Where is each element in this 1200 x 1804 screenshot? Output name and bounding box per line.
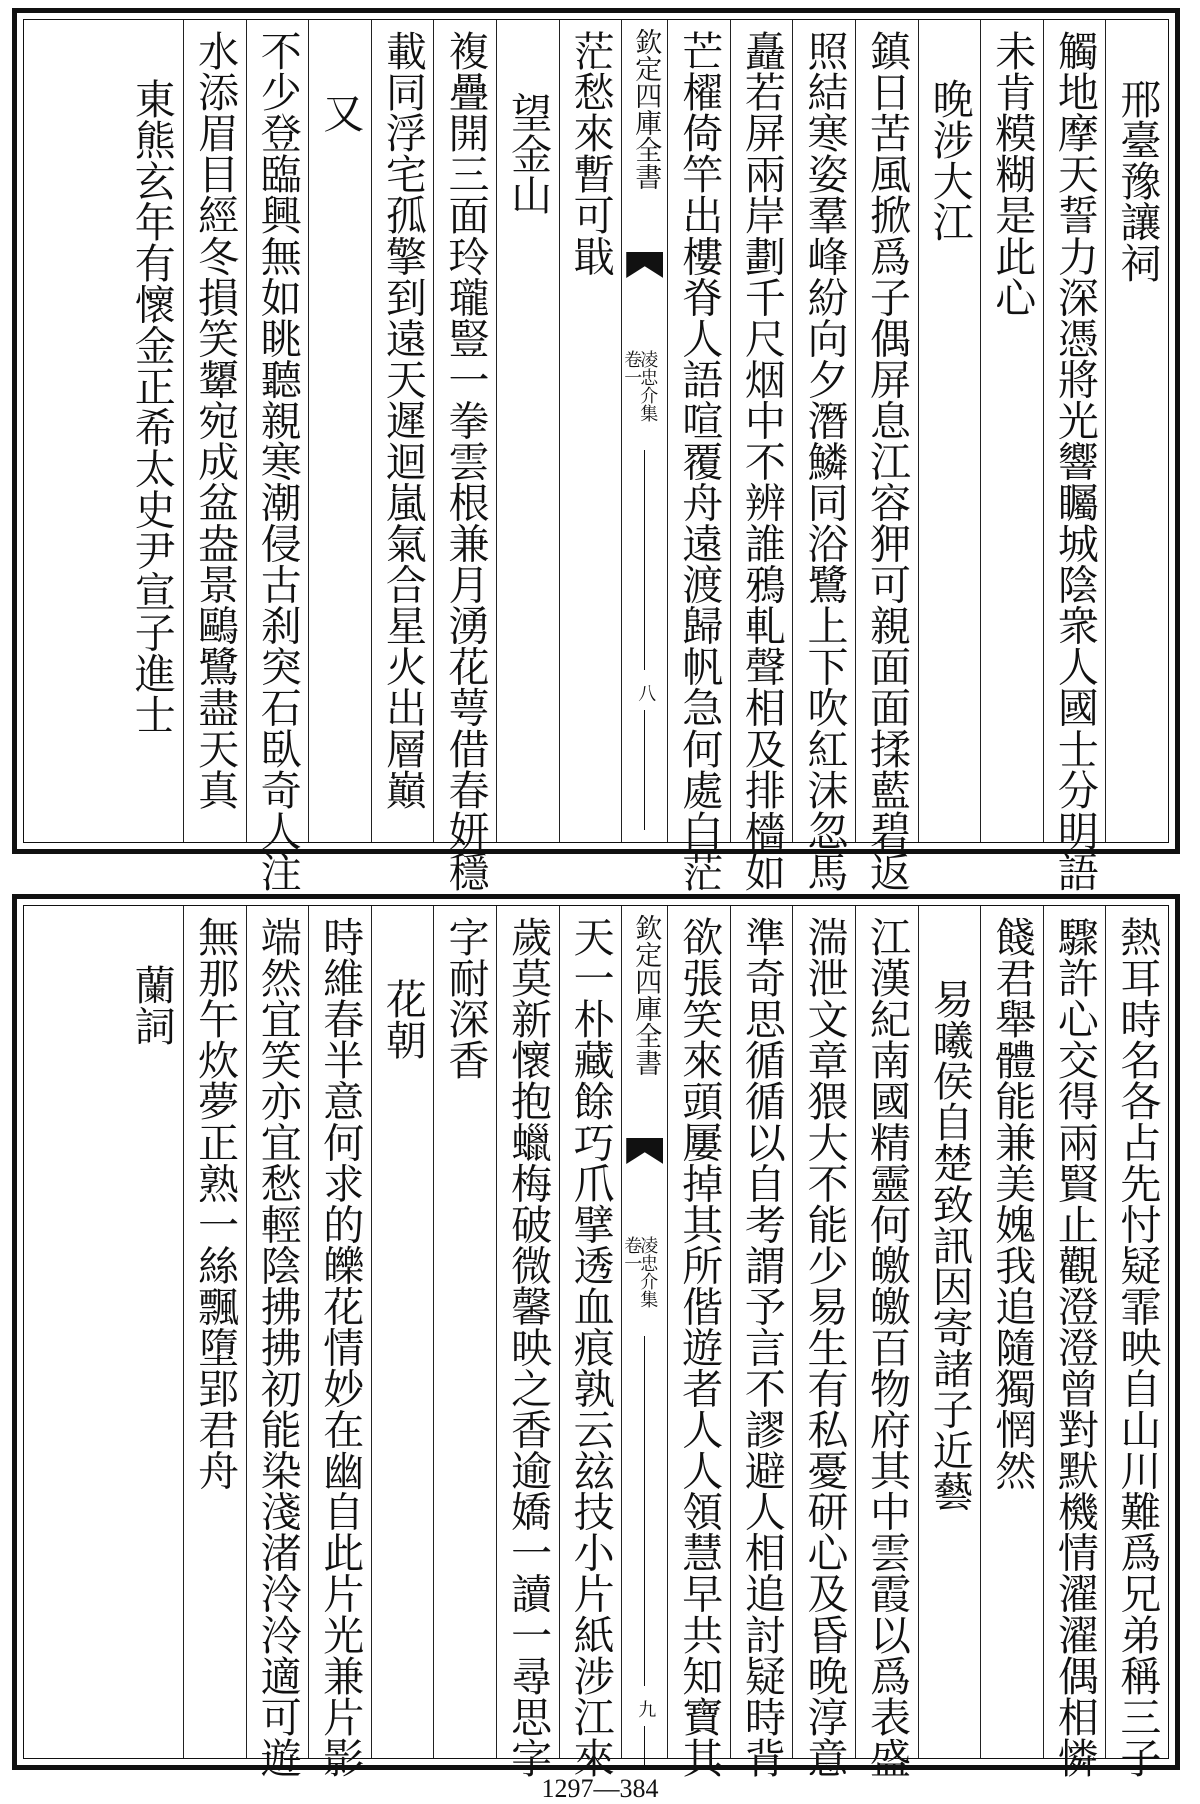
column-text: 江漢紀南國精靈何皦皦百物府其中雲霞以爲表盛 (863, 916, 912, 1778)
text-column (496, 906, 559, 1778)
text-column (1043, 20, 1106, 892)
gutter-line (644, 710, 645, 830)
text-column (246, 20, 309, 892)
page-number: 八 (638, 684, 657, 705)
fish-tail-mark (626, 252, 663, 278)
column-text: 照結寒姿羣峰紛向夕潛鱗同浴鷺上下吹紅沫忽馬 (800, 30, 849, 892)
column-text: 時維春半意何求的皪花情妙在幽自此片光兼片影 (316, 916, 365, 1778)
text-column (371, 20, 434, 842)
page-code: 1297—384 (541, 1774, 659, 1803)
text-column (371, 906, 434, 1758)
column-text: 不少登臨興無如眺聽親寒潮侵古刹突石臥奇人注 (253, 30, 302, 892)
text-column (559, 20, 622, 842)
top-page (12, 8, 1180, 892)
column-text: 載同浮宅孤擎到遠天遲迴嵐氣合星火出層巔 (378, 30, 427, 810)
column-text: 矗若屏兩岸劃千尺烟中不辨誰鴉軋聲相及排檣如 (737, 30, 786, 892)
text-column (121, 20, 184, 842)
gutter-line (644, 1336, 645, 1686)
text-column (433, 20, 496, 892)
juan-label: 卷一 (621, 350, 643, 386)
column-text: 水添眉目經冬損笑顰宛成盆盎景鷗鷺盡天真 (191, 30, 240, 810)
juan-label: 卷一 (621, 1236, 643, 1272)
column-text: 花朝 (378, 978, 427, 1061)
column-text: 邢臺豫讓祠 (1113, 78, 1162, 284)
text-column (980, 906, 1043, 1758)
gutter-line (644, 450, 645, 670)
text-column (1105, 906, 1168, 1778)
column-text: 芒櫂倚竿出樓脊人語喧覆舟遠渡歸帆急何處白茫 (675, 30, 724, 892)
text-column (730, 20, 793, 892)
text-column (433, 906, 496, 1758)
column-text: 欲張笑來頭屢掉其所偕遊者人人領慧早共知寶其 (675, 916, 724, 1778)
text-column (308, 906, 371, 1778)
book-title: 凌忠介集 (637, 1236, 659, 1308)
column-text: 天一朴藏餘巧爪擘透血痕孰云玆技小片紙涉江來 (566, 916, 615, 1778)
library-title: 欽定四庫全書 (630, 914, 662, 1076)
column-text: 東熊玄年有懷金正希太史尹宣子進士 (127, 78, 176, 735)
text-column (855, 906, 918, 1778)
text-column (308, 20, 371, 842)
text-column (246, 906, 309, 1778)
text-column (183, 906, 246, 1758)
text-column (980, 20, 1043, 842)
text-column (183, 20, 246, 842)
top-page-frame (23, 19, 1169, 892)
column-text: 晚涉大江 (925, 78, 974, 243)
column-text: 鎮日苦風掀爲子偶屏息江容狎可親面面揉藍碧返 (863, 30, 912, 892)
text-column (792, 20, 855, 892)
column-text: 易曦侯自楚致訊因寄諸子近藝 (925, 978, 974, 1512)
column-text: 字耐深香 (441, 916, 490, 1081)
column-text: 準奇思循循以自考謂予言不謬避人相追討疑時背 (737, 916, 786, 1778)
text-column (855, 20, 918, 892)
text-column (918, 906, 981, 1758)
gutter-line (644, 1726, 645, 1766)
text-column (559, 906, 622, 1778)
fish-tail-mark (626, 1138, 663, 1164)
text-column (918, 20, 981, 842)
column-text: 望金山 (504, 92, 553, 216)
column-text: 觸地摩天誓力深憑將光響矚城陰衆人國士分明語 (1050, 30, 1099, 892)
column-text: 茫愁來暫可戢 (566, 30, 615, 277)
center-gutter (621, 906, 667, 1758)
text-column (667, 20, 730, 892)
column-text: 歲莫新懷抱蠟梅破微馨映之香逾嬌一讀一尋思字 (504, 916, 553, 1778)
text-column (792, 906, 855, 1778)
column-text: 複疊開三面玲瓏豎一拳雲根兼月湧花萼借春妍穩 (441, 30, 490, 892)
text-column (121, 906, 184, 1758)
column-text: 又 (316, 92, 365, 134)
bottom-page (12, 894, 1180, 1778)
book-title: 凌忠介集 (637, 350, 659, 422)
column-text: 端然宜笑亦宜愁輕陰拂拂初能染淺渚泠泠適可遊 (253, 916, 302, 1778)
page-number: 九 (638, 1700, 657, 1721)
column-text: 湍泄文章猥大不能少易生有私憂研心及昏晚淳意 (800, 916, 849, 1778)
text-column (730, 906, 793, 1778)
text-column (496, 20, 559, 842)
column-text: 驟許心交得兩賢止觀澄澄曾對默機情濯濯偶相憐 (1050, 916, 1099, 1778)
column-text: 餞君舉體能兼美媿我追隨獨惘然 (988, 916, 1037, 1491)
column-text: 蘭詞 (127, 964, 176, 1047)
column-text: 熱耳時名各占先忖疑霏映自山川難爲兄弟稱三子 (1113, 916, 1162, 1778)
column-text: 無那午炊夢正熟一絲飄墮郢君舟 (191, 916, 240, 1491)
text-column (1043, 906, 1106, 1778)
center-gutter (621, 20, 667, 842)
column-text: 未肯糢糊是此心 (988, 30, 1037, 318)
library-title: 欽定四庫全書 (630, 28, 662, 190)
bottom-page-frame (23, 905, 1169, 1778)
text-column (1105, 20, 1168, 842)
text-column (667, 906, 730, 1778)
